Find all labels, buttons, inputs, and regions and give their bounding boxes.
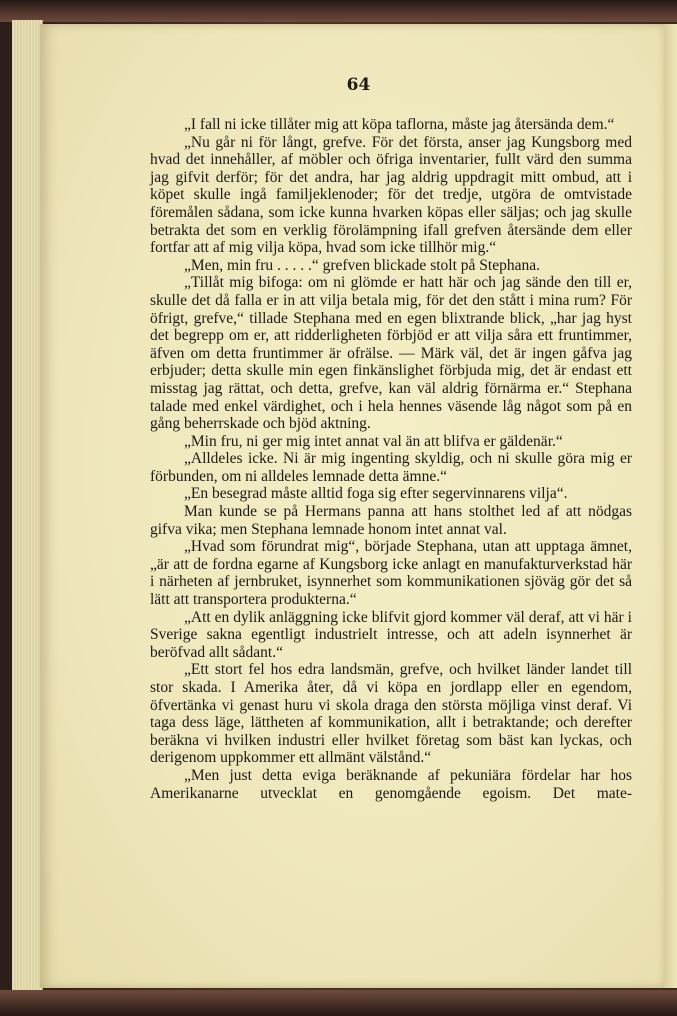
paragraph-10: „Att en dylik anläggning icke blifvit gjord kommer väl deraf, att vi här i Sverige sakna egentligt industrielt intresse, och att adeln isynnerhet är beröfvad allt sådant.“ [150, 608, 632, 661]
book-cover-top-edge [0, 0, 677, 22]
page-stack-edge [12, 20, 43, 992]
book-cover-bottom-edge [0, 990, 677, 1016]
page-number: 64 [346, 75, 371, 95]
paragraph-1: „I fall ni icke tillåter mig att köpa taflorna, måste jag återsända dem.“ [184, 116, 615, 133]
paragraph-3: „Men, min fru . . . . .“ grefven blickade stolt på Stephana. [184, 256, 540, 274]
paragraph-7: „En besegrad måste alltid foga sig efter segervinnarens vilja“. [184, 485, 568, 503]
paragraph-11: „Ett stort fel hos edra landsmän, grefve, och hvilket länder landet till stor skada. I Amerika åter, då vi köpa en jordlapp eller en egendom, öfvertänka vi genast huru vi skola draga den största möjliga vinst deraf. Vi taga dess läge, lättheten af kommunikation, allt i betraktande; och derefter beräkna vi hvilken industri eller hvilket företag som bäst kan lyckas, och derigenom uppkommer ett allmänt välstånd.“ [150, 661, 632, 767]
paragraph-5: „Min fru, ni ger mig intet annat val än att blifva er gäldenär.“ [184, 432, 563, 450]
paragraph-4: „Tillåt mig bifoga: om ni glömde er hatt här och jag sände den till er, skulle det då falla er in att vilja betala mig, för det den stått i mina rum? För öfrigt, grefve,“ tillade Stephana med en egen blixtrande blick, „har jag hyst det begrepp om er, att ridderligheten förbjöd er att vilja såra ett fruntimmer, äfven om detta fruntimmer är ofrälse. — Märk väl, det är ingen gåfva jag erbjuder; detta skulle min egen finkänslighet förbjuda mig, det är endast ett misstag jag rättat, och detta, grefve, kan väl aldrig förnärma er.“ Stephana talade med enkel värdighet, och i hela hennes väsende låg något som på en gång beherrskade och bjöd aktning. [150, 274, 632, 433]
paragraph-2: „Nu går ni för långt, grefve. För det första, anser jag Kungsborg med hvad det innehåller, af möbler och öfriga inventarier, fullt värd den summa jag gifvit derför; för det andra, har jag aldrig uppdragit mitt ombud, att i köpet skulle ingå familjeklenoder; för det tredje, utgöra de omtvistade föremålen sådana, som icke kunna hvarken köpas eller säljas; och jag skulle betrakta det som en verklig förolämpning ifall grefven återsände dem eller fortfar att af mig vilja köpa, hvad som icke tillhör mig.“ [150, 133, 632, 257]
page-text [150, 116, 632, 802]
next-page-edge [664, 24, 677, 988]
paragraph-12: „Men just detta eviga beräknande af pekuniära fördelar har hos Amerikanarne utvecklat en genomgående egoism. Det mate- [150, 766, 632, 802]
paragraph-8: Man kunde se på Hermans panna att hans stolthet led af att nödgas gifva vika; men Stephana lemnade honom intet annat val. [150, 503, 632, 538]
paragraph-6: „Alldeles icke. Ni är mig ingenting skyldig, och ni skulle göra mig er förbunden, om ni alldeles lemnade detta ämne.“ [150, 450, 632, 485]
paragraph-9: „Hvad som förundrat mig“, började Stephana, utan att upptaga ämnet, „är att de fordna egarne af Kungsborg icke anlagt en manufakturverkstad här i närheten af jernbruket, isynnerhet som kommunikationen sjöväg gör det så lätt att transportera produkterna.“ [150, 538, 632, 609]
